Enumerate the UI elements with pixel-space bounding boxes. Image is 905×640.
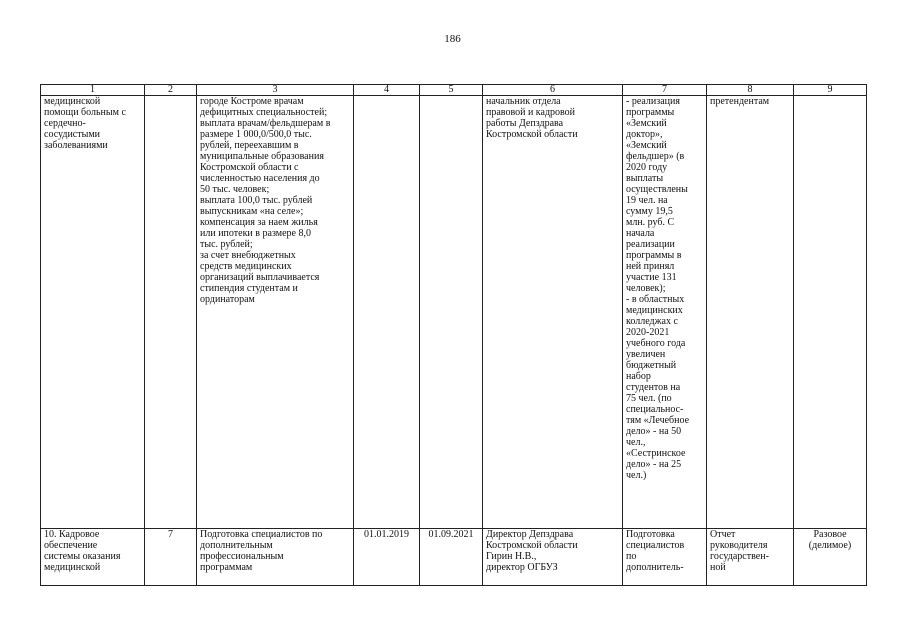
cell-line: заболеваниями — [44, 140, 108, 151]
cell-line: дело» - на 50 — [626, 426, 682, 437]
cell-line: Костромской области с — [200, 162, 299, 173]
cell-number: 7 — [145, 529, 197, 586]
cell-number — [145, 96, 197, 529]
page-number: 186 — [444, 33, 461, 45]
cell-line: Костромской области — [486, 129, 578, 140]
cell-line: набор — [626, 371, 651, 382]
cell-line: дело» - на 25 — [626, 459, 682, 470]
cell-line: помощи больным с — [44, 107, 126, 118]
cell-line: увеличен — [626, 349, 666, 360]
cell-direction — [41, 529, 145, 586]
cell-line: 75 чел. (по — [626, 393, 672, 404]
cell-line: директор ОГБУЗ — [486, 562, 558, 573]
cell-line: организаций выплачивается — [200, 272, 320, 283]
cell-line: ординаторам — [200, 294, 255, 305]
cell-line: правовой и кадровой — [486, 107, 576, 118]
cell-line: программы — [626, 107, 675, 118]
cell-line: (делимое) — [808, 540, 852, 551]
cell-line: участие 131 — [626, 272, 677, 283]
cell-line: рублей, переехавшим в — [200, 140, 299, 151]
cell-line: человек); — [626, 283, 666, 294]
cell-line: чел.) — [626, 470, 647, 481]
cell-line: фельдшер» (в — [626, 151, 685, 162]
cell-line: Подготовка специалистов по — [200, 529, 323, 540]
cell-line: руководителя — [710, 540, 768, 551]
cell-line: начальник отдела — [486, 96, 561, 107]
cell-line: 2020 году — [626, 162, 668, 173]
cell-type — [794, 529, 867, 586]
cell-line: выплата врачам/фельдшерам в — [200, 118, 331, 129]
cell-line: доктор», — [626, 129, 663, 140]
table-row — [41, 96, 867, 529]
cell-line: 2020-2021 — [626, 327, 670, 338]
cell-report — [707, 96, 794, 529]
cell-line: начала — [626, 228, 655, 239]
cell-line: «Сестринское — [626, 448, 686, 459]
cell-line: реализации — [626, 239, 675, 250]
cell-line: за счет внебюджетных — [200, 250, 296, 261]
cell-line: по — [626, 551, 637, 562]
cell-measure — [197, 529, 354, 586]
cell-line: - реализация — [626, 96, 680, 107]
cell-line: средств медицинских — [200, 261, 292, 272]
column-header: 6 — [483, 85, 623, 96]
cell-line: медицинской — [44, 562, 101, 573]
cell-end-date — [420, 96, 483, 529]
cell-line: компенсация за наем жилья — [200, 217, 318, 228]
cell-direction — [41, 96, 145, 529]
cell-line: дополнительным — [200, 540, 273, 551]
cell-start-date: 01.01.2019 — [354, 529, 420, 586]
cell-line: сосудистыми — [44, 129, 101, 140]
cell-line: выплаты — [626, 173, 664, 184]
cell-line: обеспечение — [44, 540, 98, 551]
cell-line: осуществлены — [626, 184, 688, 195]
cell-line: «Земский — [626, 118, 667, 129]
cell-type — [794, 96, 867, 529]
cell-line: медицинских — [626, 305, 683, 316]
cell-line: «Земский — [626, 140, 667, 151]
column-header: 9 — [794, 85, 867, 96]
cell-line: численностью населения до — [200, 173, 320, 184]
column-header: 5 — [420, 85, 483, 96]
column-header: 8 — [707, 85, 794, 96]
cell-line: 19 чел. на — [626, 195, 668, 206]
column-header: 7 — [623, 85, 707, 96]
cell-line: специальнос- — [626, 404, 684, 415]
column-number-row — [41, 85, 867, 96]
column-header: 3 — [197, 85, 354, 96]
cell-measure — [197, 96, 354, 529]
cell-line: специалистов — [626, 540, 685, 551]
cell-line: сердечно- — [44, 118, 86, 129]
cell-line: чел., — [626, 437, 646, 448]
cell-responsible — [483, 529, 623, 586]
cell-line: Разовое — [813, 529, 847, 540]
cell-line: млн. руб. С — [626, 217, 675, 228]
cell-line: сумму 19,5 — [626, 206, 673, 217]
column-header: 4 — [354, 85, 420, 96]
cell-result — [623, 529, 707, 586]
cell-line: бюджетный — [626, 360, 677, 371]
cell-line: тыс. рублей; — [200, 239, 253, 250]
column-header: 2 — [145, 85, 197, 96]
cell-line: государствен- — [710, 551, 769, 562]
cell-line: профессиональным — [200, 551, 284, 562]
cell-line: тям «Лечебное — [626, 415, 690, 426]
cell-line: стипендия студентам и — [200, 283, 298, 294]
cell-start-date — [354, 96, 420, 529]
cell-responsible — [483, 96, 623, 529]
table-row — [41, 529, 867, 586]
cell-line: Подготовка — [626, 529, 675, 540]
cell-line: городе Костроме врачам — [200, 96, 304, 107]
cell-line: учебного года — [626, 338, 686, 349]
cell-line: размере 1 000,0/500,0 тыс. — [200, 129, 312, 140]
column-header: 1 — [41, 85, 145, 96]
cell-report — [707, 529, 794, 586]
cell-line: колледжах с — [626, 316, 678, 327]
measures-table — [40, 84, 867, 586]
cell-line: программы в — [626, 250, 682, 261]
cell-line: Гирин Н.В., — [486, 551, 537, 562]
cell-result — [623, 96, 707, 529]
cell-line: выпускникам «на селе»; — [200, 206, 304, 217]
cell-line: ней принял — [626, 261, 675, 272]
cell-line: работы Депздрава — [486, 118, 564, 129]
cell-line: ной — [710, 562, 726, 573]
cell-line: Директор Депздрава — [486, 529, 574, 540]
cell-line: 50 тыс. человек; — [200, 184, 270, 195]
cell-line: дополнитель- — [626, 562, 684, 573]
cell-line: - в областных — [626, 294, 685, 305]
cell-line: Костромской области — [486, 540, 578, 551]
cell-line: дефицитных специальностей; — [200, 107, 328, 118]
cell-line: студентов на — [626, 382, 681, 393]
cell-line: Отчет — [710, 529, 736, 540]
cell-line: выплата 100,0 тыс. рублей — [200, 195, 313, 206]
cell-line: претендентам — [710, 96, 770, 107]
cell-line: или ипотеки в размере 8,0 — [200, 228, 311, 239]
cell-end-date: 01.09.2021 — [420, 529, 483, 586]
cell-line: 10. Кадровое — [44, 529, 100, 540]
cell-line: медицинской — [44, 96, 101, 107]
cell-line: системы оказания — [44, 551, 121, 562]
cell-line: программам — [200, 562, 253, 573]
cell-line: муниципальные образования — [200, 151, 324, 162]
